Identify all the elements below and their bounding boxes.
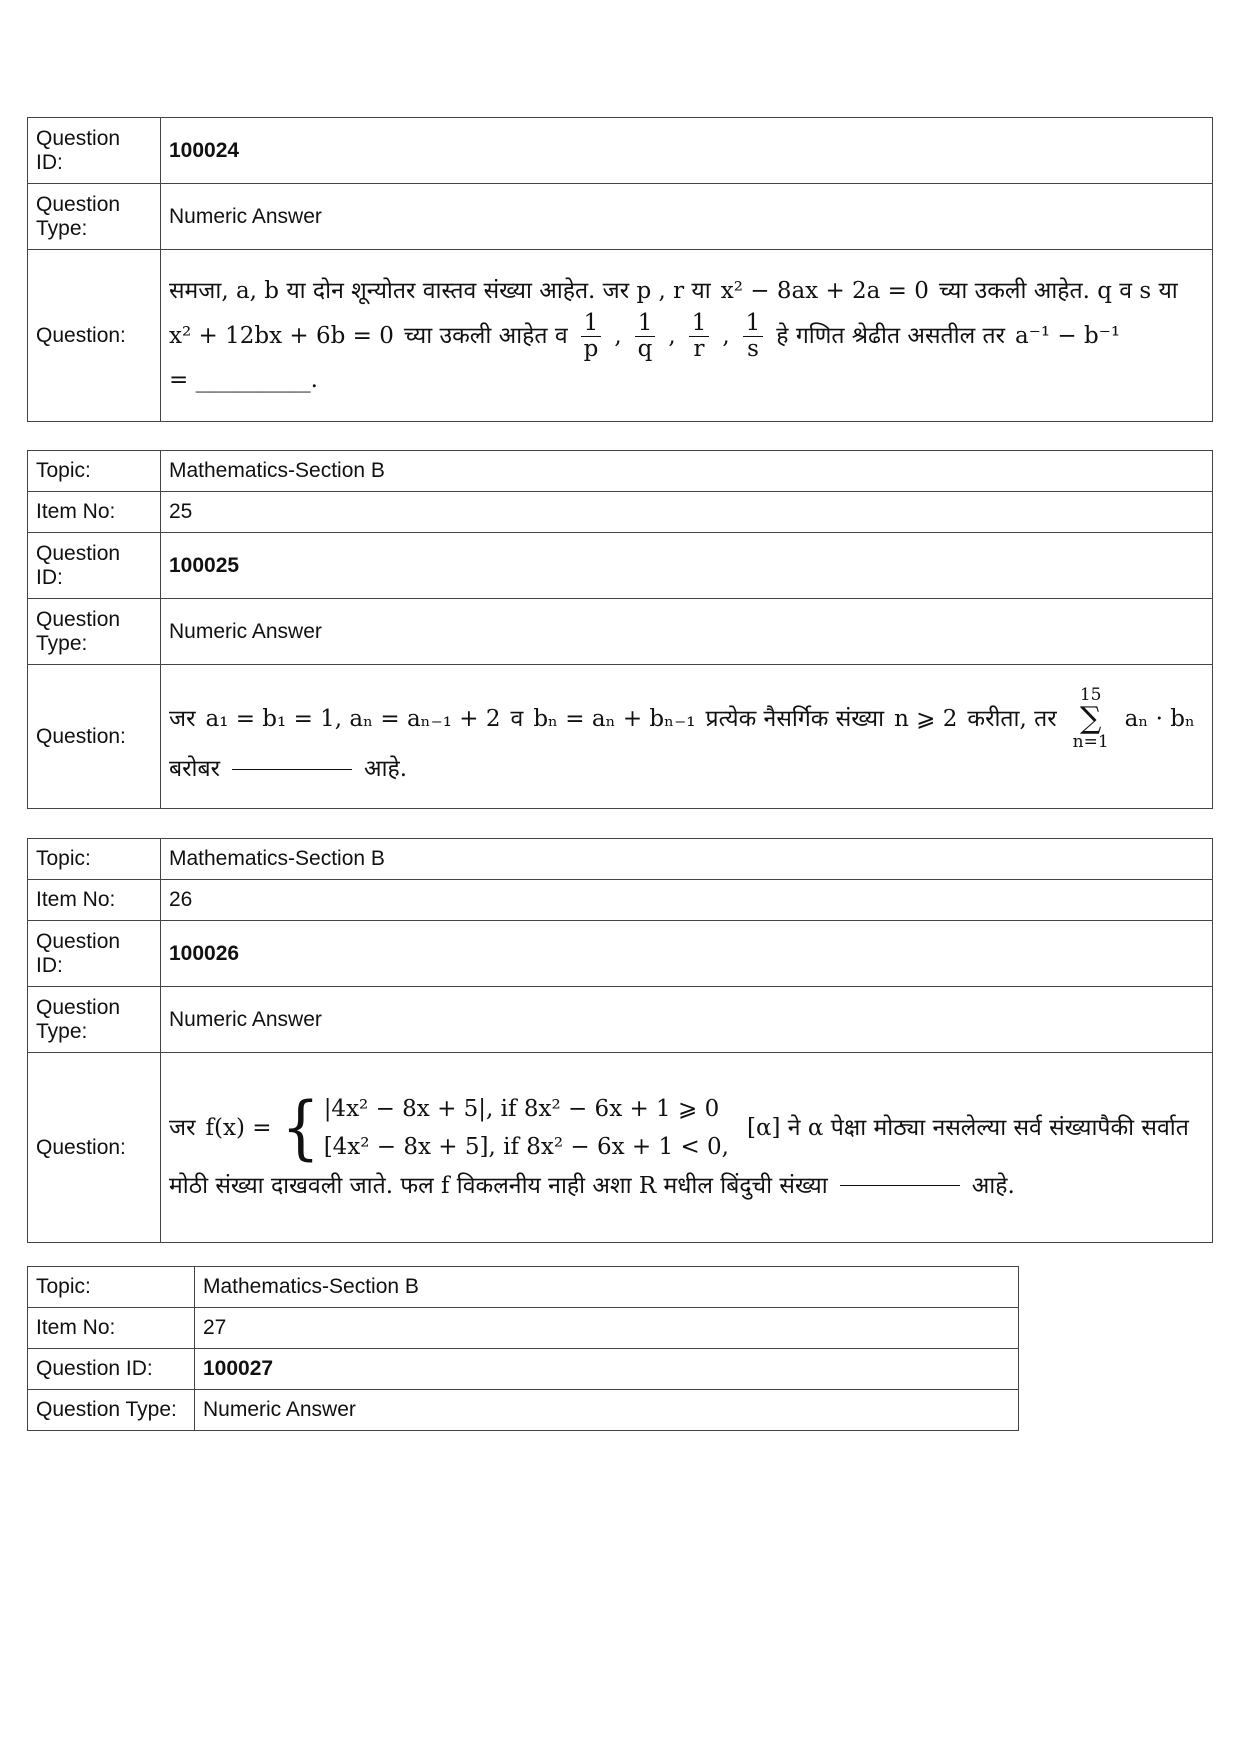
question-body: [161, 665, 1213, 809]
question-id-value: 100027: [195, 1349, 1019, 1390]
item-no-value: 27: [195, 1308, 1019, 1349]
question-type-value: Numeric Answer: [195, 1390, 1019, 1431]
question-table-100027: [27, 1266, 1019, 1431]
q-equation: x² + 12bx + 6b = 0: [169, 323, 394, 350]
question-body: समजा, a, b या दोन शून्योतर वास्तव संख्या आहेत. जर p , r या x² − 8ax + 2a = 0 च्या उकली आहेत. q व s या x² + 12bx + 6b = 0 च्या उकली आहेत व $\frac{1}{p}$ , $\frac{1}{q}$ , $\frac{1}{r}$ , $\frac{1}{s}$ हे गणित श्रेढीत असतील तर a⁻¹ − b⁻¹ = __________.: [161, 250, 1213, 422]
q-text: बरोबर: [169, 756, 221, 783]
question-table-100026: [27, 838, 1213, 1243]
question-label: Question:: [28, 1053, 161, 1243]
q-text: प्रत्येक नैसर्गिक संख्या: [705, 706, 885, 733]
item-no-value: 25: [161, 492, 1213, 533]
question-id-value: 100025: [161, 533, 1213, 599]
question-id-label: Question ID:: [28, 118, 161, 184]
question-label: Question:: [28, 250, 161, 422]
q-text: मोठी संख्या दाखवली जाते. फल f विकलनीय नाही अशा R मधील बिंदुची संख्या: [169, 1172, 828, 1199]
fraction-1-over-p: $\frac{1}{p}$: [581, 311, 602, 363]
q-text: जर: [169, 1115, 196, 1142]
answer-blank: [840, 1185, 960, 1186]
q-text: समजा, a, b या दोन शून्योतर वास्तव संख्या आहेत. जर p , r या: [169, 277, 711, 304]
brace-symbol: {: [281, 1088, 320, 1169]
topic-value: Mathematics-Section B: [161, 451, 1213, 492]
question-label: Question:: [28, 665, 161, 809]
q-text: करीता, तर: [967, 706, 1057, 733]
question-id-label: Question ID:: [28, 921, 161, 987]
item-no-label: Item No:: [28, 492, 161, 533]
q-equation: n ⩾ 2: [894, 706, 958, 733]
q-equation: bₙ = aₙ + bₙ₋₁: [533, 706, 696, 733]
piecewise-case-1: |4x² − 8x + 5|, if 8x² − 6x + 1 ⩾ 0: [323, 1096, 720, 1123]
question-type-value: Numeric Answer: [161, 184, 1213, 250]
question-type-value: Numeric Answer: [161, 599, 1213, 665]
fraction-1-over-s: $\frac{1}{s}$: [743, 311, 764, 363]
topic-value: Mathematics-Section B: [195, 1267, 1019, 1308]
fraction-1-over-q: $\frac{1}{q}$: [635, 311, 656, 363]
q-text: व: [510, 706, 524, 733]
q-equation: a⁻¹ − b⁻¹: [1015, 323, 1121, 350]
topic-label: Topic:: [28, 839, 161, 880]
q-text: हे गणित श्रेढीत असतील तर: [776, 323, 1005, 350]
question-type-value: Numeric Answer: [161, 987, 1213, 1053]
question-type-label: Question Type:: [28, 184, 161, 250]
summation: 15 ∑ n=1: [1072, 685, 1109, 753]
question-type-label: Question Type:: [28, 599, 161, 665]
q-text: [α] ने α पेक्षा मोठ्या नसलेल्या सर्व संख्यापैकी सर्वात: [746, 1115, 1189, 1142]
topic-label: Topic:: [28, 451, 161, 492]
question-id-label: Question ID:: [28, 533, 161, 599]
q-equation: aₙ · bₙ: [1124, 706, 1195, 733]
topic-label: Topic:: [28, 1267, 195, 1308]
item-no-label: Item No:: [28, 880, 161, 921]
fraction-1-over-r: $\frac{1}{r}$: [689, 311, 710, 363]
question-id-value: 100026: [161, 921, 1213, 987]
answer-blank: = __________.: [169, 367, 318, 394]
q-equation: x² − 8ax + 2a = 0: [720, 277, 929, 304]
q-text: जर: [169, 706, 196, 733]
question-id-value: 100024: [161, 118, 1213, 184]
question-id-label: Question ID:: [28, 1349, 195, 1390]
topic-value: Mathematics-Section B: [161, 839, 1213, 880]
question-table-100024: [27, 117, 1213, 422]
q-equation: a₁ = b₁ = 1, aₙ = aₙ₋₁ + 2: [205, 706, 501, 733]
q-text: आहे.: [971, 1172, 1015, 1199]
question-type-label: Question Type:: [28, 1390, 195, 1431]
question-type-label: Question Type:: [28, 987, 161, 1053]
piecewise-definition: [281, 1088, 729, 1169]
item-no-value: 26: [161, 880, 1213, 921]
question-body: [161, 1053, 1213, 1243]
piecewise-case-2: [4x² − 8x + 5], if 8x² − 6x + 1 < 0,: [323, 1134, 729, 1161]
q-function: f(x) =: [205, 1115, 272, 1142]
answer-blank: [232, 769, 352, 770]
question-table-100025: [27, 450, 1213, 809]
q-text: च्या उकली आहेत. q व s या: [938, 277, 1178, 304]
q-text: आहे.: [364, 756, 408, 783]
item-no-label: Item No:: [28, 1308, 195, 1349]
q-text: च्या उकली आहेत व: [403, 323, 568, 350]
